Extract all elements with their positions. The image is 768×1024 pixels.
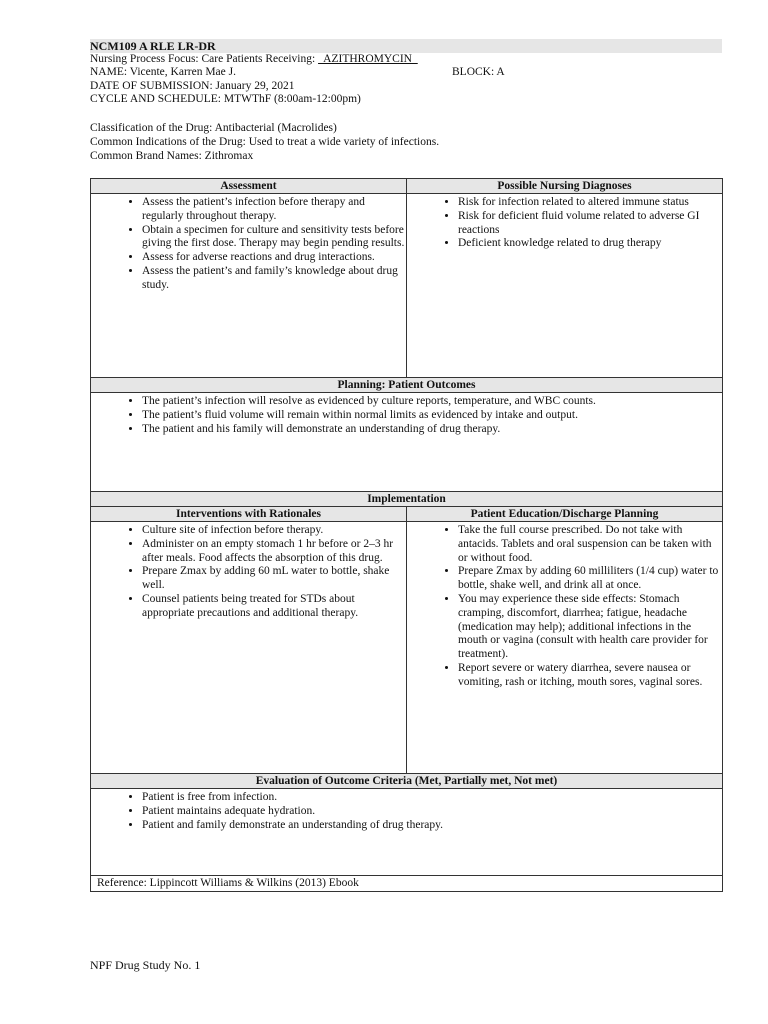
diagnoses-heading: Possible Nursing Diagnoses: [407, 179, 723, 194]
education-cell: [407, 522, 723, 774]
evaluation-cell: [91, 789, 723, 876]
list-item: • Risk for deficient fluid volume related to adverse GI reactions: [458, 210, 722, 238]
block-label: BLOCK: A: [452, 66, 505, 78]
diagnoses-list: [407, 196, 722, 251]
list-item: • Prepare Zmax by adding 60 mL water to bottle, shake well.: [142, 565, 406, 593]
list-item: • Obtain a specimen for culture and sensitivity tests before giving the first dose. Therapy may begin pending results.: [142, 224, 406, 252]
evaluation-heading: Evaluation of Outcome Criteria (Met, Partially met, Not met): [91, 774, 723, 789]
drug-study-table: [90, 178, 723, 892]
list-item: • The patient’s infection will resolve as evidenced by culture reports, temperature, and WBC counts.: [142, 395, 722, 409]
interventions-list: [91, 524, 406, 621]
planning-list: [91, 395, 722, 436]
drug-info: [90, 122, 439, 164]
list-item: • Culture site of infection before therapy.: [142, 524, 406, 538]
list-item: • Patient and family demonstrate an understanding of drug therapy.: [142, 819, 722, 833]
list-item: • Assess the patient’s infection before therapy and regularly throughout therapy.: [142, 196, 406, 224]
list-item: • Take the full course prescribed. Do not take with antacids. Tablets and oral suspension can be taken with or without food.: [458, 524, 722, 565]
document-header: [90, 39, 722, 107]
assessment-heading: Assessment: [91, 179, 407, 194]
list-item: • Administer on an empty stomach 1 hr before or 2–3 hr after meals. Food affects the absorption of this drug.: [142, 538, 406, 566]
focus-label: Nursing Process Focus: Care Patients Receiving:: [90, 52, 316, 65]
planning-cell: [91, 393, 723, 492]
list-item: • Assess the patient’s and family’s knowledge about drug study.: [142, 265, 406, 293]
nursing-process-focus: [90, 53, 722, 67]
list-item: • The patient and his family will demonstrate an understanding of drug therapy.: [142, 423, 722, 437]
drug-brand-names: Common Brand Names: Zithromax: [90, 150, 254, 162]
list-item: • Risk for infection related to altered immune status: [458, 196, 722, 210]
list-item: • You may experience these side effects: Stomach cramping, discomfort, diarrhea; fatigue, headache (medication may help); additional infections in the mouth or vagina (consult with health care provider for treatment).: [458, 593, 722, 662]
page-footer: NPF Drug Study No. 1: [90, 958, 201, 972]
list-item: • Report severe or watery diarrhea, severe nausea or vomiting, rash or itching, mouth sores, vaginal sores.: [458, 662, 722, 690]
diagnoses-cell: [407, 194, 723, 378]
education-heading: Patient Education/Discharge Planning: [407, 507, 723, 522]
implementation-heading: Implementation: [91, 492, 723, 507]
reference: Reference: Lippincott Williams & Wilkins (2013) Ebook: [91, 876, 723, 892]
student-name: NAME: Vicente, Karren Mae J.: [90, 66, 236, 78]
cycle-schedule: CYCLE AND SCHEDULE: MTWThF (8:00am-12:00pm): [90, 93, 361, 105]
education-list: [407, 524, 722, 690]
drug-indications: Common Indications of the Drug: Used to treat a wide variety of infections.: [90, 136, 440, 148]
drug-classification: Classification of the Drug: Antibacterial (Macrolides): [90, 122, 337, 134]
submission-date: DATE OF SUBMISSION: January 29, 2021: [90, 79, 295, 92]
interventions-cell: [91, 522, 407, 774]
assessment-list: [91, 196, 406, 293]
list-item: • The patient’s fluid volume will remain within normal limits as evidenced by intake and output.: [142, 409, 722, 423]
planning-heading: Planning: Patient Outcomes: [91, 378, 723, 393]
list-item: • Prepare Zmax by adding 60 milliliters (1/4 cup) water to bottle, shake well, and drink all at once.: [458, 565, 722, 593]
list-item: • Deficient knowledge related to drug therapy: [458, 237, 722, 251]
evaluation-list: [91, 791, 722, 832]
focus-drug: AZITHROMYCIN: [318, 52, 418, 65]
interventions-heading: Interventions with Rationales: [91, 507, 407, 522]
list-item: • Counsel patients being treated for STDs about appropriate precautions and additional therapy.: [142, 593, 406, 621]
list-item: • Patient maintains adequate hydration.: [142, 805, 722, 819]
course-title: NCM109 A RLE LR-DR: [90, 39, 722, 53]
list-item: • Assess for adverse reactions and drug interactions.: [142, 251, 406, 265]
student-name-line: [90, 66, 722, 80]
assessment-cell: [91, 194, 407, 378]
list-item: • Patient is free from infection.: [142, 791, 722, 805]
